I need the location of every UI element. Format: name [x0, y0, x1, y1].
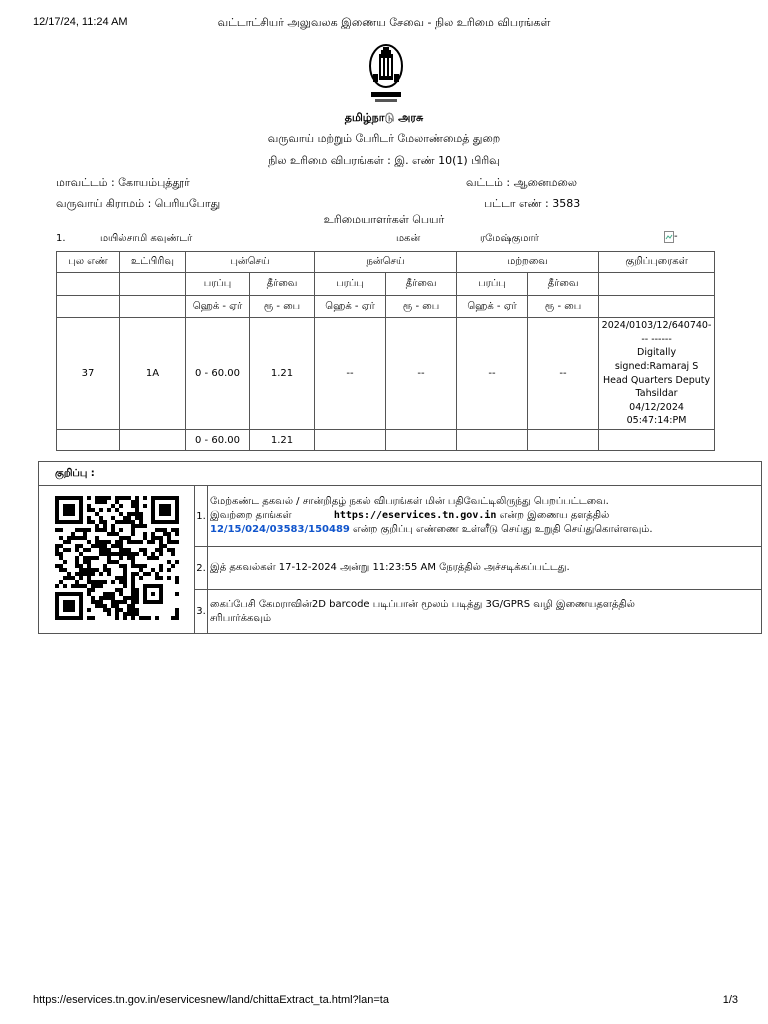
broken-image-icon: -	[664, 231, 684, 245]
note-number: 1.	[195, 486, 208, 547]
cell-survey-no: 37	[57, 318, 120, 430]
header-survey-no: புல எண்	[57, 252, 120, 273]
table-units-row	[57, 296, 715, 318]
reference-number: 12/15/024/03583/150489	[210, 524, 350, 535]
note-number: 3.	[195, 590, 208, 634]
unit-area: ஹெக் - ஏர்	[457, 296, 528, 318]
district-label: மாவட்டம் : கோயம்புத்தூர்	[56, 176, 190, 189]
note-item: கைப்பேசி கேமராவின்2D barcode படிப்பான் மூலம் படித்து 3G/GPRS வழி இணையதளத்தில் சரிபார்க்கவும்	[208, 590, 762, 634]
owner-index: 1.	[56, 233, 66, 244]
unit-tax: ரூ - பை	[250, 296, 315, 318]
print-datetime: 12/17/24, 11:24 AM	[33, 16, 128, 28]
patta-number: பட்டா எண் : 3583	[484, 197, 581, 210]
table-row	[57, 318, 715, 430]
header-area: பரப்பு	[186, 273, 250, 296]
owner-relation: மகன்	[396, 233, 421, 244]
owner-relative: ரமேஷ்குமார்	[480, 233, 539, 244]
notes-table	[38, 461, 762, 634]
cell-others-tax: --	[528, 318, 599, 430]
header-area: பரப்பு	[457, 273, 528, 296]
print-title: வட்டாட்சியர் அலுவலக இணைய சேவை - நில உரிமை விபரங்கள்	[217, 16, 551, 29]
qr-code-icon	[55, 496, 179, 620]
land-records-table	[56, 251, 715, 451]
header-tax: தீர்வை	[528, 273, 599, 296]
cell-subdivision: 1A	[120, 318, 186, 430]
header-punjai: புன்செய்	[186, 252, 315, 273]
table-total-row	[57, 430, 715, 451]
header-tax: தீர்வை	[386, 273, 457, 296]
owners-heading: உரிமையாளர்கள் பெயர்	[323, 213, 445, 226]
cell-punjai-area: 0 - 60.00	[186, 318, 250, 430]
qr-cell	[39, 486, 195, 634]
section-title: நில உரிமை விபரங்கள் : இ. எண் 10(1) பிரிவு	[268, 154, 500, 167]
tamil-nadu-emblem-icon	[369, 44, 403, 104]
note-number: 2.	[195, 547, 208, 590]
cell-nanjai-area: --	[315, 318, 386, 430]
table-header-row	[57, 252, 715, 273]
cell-nanjai-tax: --	[386, 318, 457, 430]
table-subheader-row	[57, 273, 715, 296]
owner-name: மயில்சாமி கவுண்டர்	[100, 233, 193, 244]
total-punjai-area: 0 - 60.00	[186, 430, 250, 451]
header-area: பரப்பு	[315, 273, 386, 296]
cell-punjai-tax: 1.21	[250, 318, 315, 430]
taluk-label: வட்டம் : ஆனைமலை	[466, 176, 577, 189]
department-title: வருவாய் மற்றும் பேரிடர் மேலாண்மைத் துறை	[267, 132, 501, 145]
header-tax: தீர்வை	[250, 273, 315, 296]
unit-area: ஹெக் - ஏர்	[186, 296, 250, 318]
print-footer-url: https://eservices.tn.gov.in/eservicesnew/land/chittaExtract_ta.html?lan=ta	[33, 994, 389, 1006]
village-label: வருவாய் கிராமம் : பெரியபோது	[56, 197, 221, 210]
page-number: 1/3	[722, 994, 738, 1006]
government-title: தமிழ்நாடு அரசு	[344, 111, 424, 124]
note-item: மேற்கண்ட தகவல் / சான்றிதழ் நகல் விபரங்கள் மின் பதிவேட்டிலிருந்து பெறப்பட்டவை. இவற்றை தாங்கள் https://eservices.tn.gov.in என்ற இணைய தளத்தில் 12/15/024/03583/150489 என்ற குறிப்பு எண்ணை உள்ளீடு செய்து உறுதி செய்துகொள்ளவும்.	[208, 486, 762, 547]
note-item: இத் தகவல்கள் 17-12-2024 அன்று 11:23:55 AM நேரத்தில் அச்சடிக்கப்பட்டது.	[208, 547, 762, 590]
header-remarks: குறிப்புரைகள்	[599, 252, 715, 273]
notes-title: குறிப்பு :	[55, 467, 95, 479]
header-others: மற்றவை	[457, 252, 599, 273]
unit-tax: ரூ - பை	[528, 296, 599, 318]
header-subdivision: உட்பிரிவு	[120, 252, 186, 273]
cell-remarks: 2024/0103/12/640740- -- ------ Digitally signed:Ramaraj S Head Quarters Deputy Tahsildar 04/12/2024 05:47:14:PM	[599, 318, 715, 430]
eservices-link[interactable]: https://eservices.tn.gov.in	[333, 510, 497, 521]
header-nanjai: நன்செய்	[315, 252, 457, 273]
total-punjai-tax: 1.21	[250, 430, 315, 451]
unit-tax: ரூ - பை	[386, 296, 457, 318]
unit-area: ஹெக் - ஏர்	[315, 296, 386, 318]
cell-others-area: --	[457, 318, 528, 430]
